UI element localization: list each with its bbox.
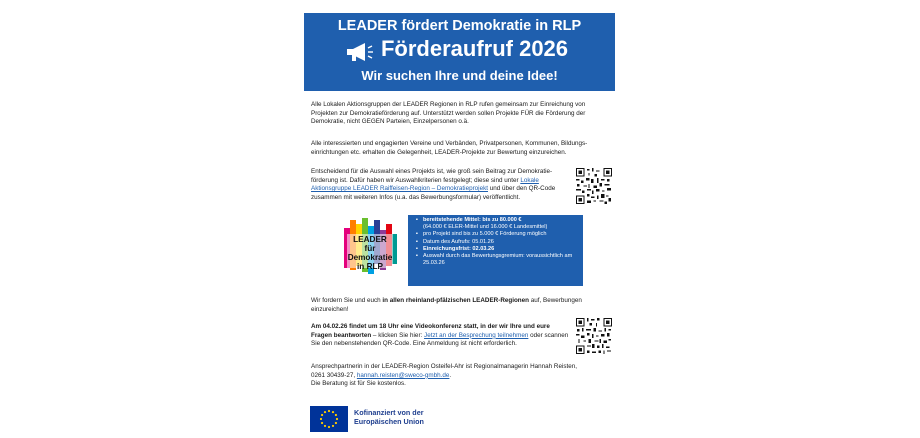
eu-star xyxy=(321,414,323,416)
eu-flag-icon xyxy=(310,406,348,432)
eu-star xyxy=(328,410,330,412)
info-item-funds: ▪ bereitstehende Mittel: bis zu 80.000 € (64.000 € ELER-Mittel und 16.000 € Landesmittel) xyxy=(416,217,548,230)
join-meeting-link[interactable]: Jetzt an der Besprechung teilnehmen xyxy=(424,331,529,339)
contact-paragraph xyxy=(311,363,611,389)
eu-star xyxy=(328,426,330,428)
leader-demokratie-logo xyxy=(341,214,399,280)
eu-star xyxy=(332,411,334,413)
logo-text-in-rlp: in RLP xyxy=(357,262,383,271)
intro-paragraph-3: Entscheidend für die Auswahl eines Projekts ist, wie groß sein Beitrag zur Demokratie-förderung ist. Dafür haben wir Auswahlkriterien festgelegt; diese sind unter Lokale Aktionsgruppe LEADER Raiffeisen-Region – Demokratieprojekt und über den QR-Code zusammen mit weiteren Infos (u.a. das Bewerbungsformular) veröffentlicht. xyxy=(311,168,556,202)
logo-text-leader: LEADER xyxy=(353,235,387,244)
eu-star xyxy=(324,411,326,413)
banner-title: LEADER fördert Demokratie in RLP xyxy=(337,18,582,34)
logo-text-fuer: für xyxy=(364,244,376,253)
info-item-date: ▪ Datum des Aufrufs: 05.01.26 xyxy=(416,238,494,245)
qr-code-icon[interactable] xyxy=(576,168,612,204)
info-item-selection: ▪ Auswahl durch das Bewertungsgremium: voraussichtlich am 25.03.26 xyxy=(416,253,573,267)
eu-line-1: Kofinanziert von der xyxy=(354,408,424,417)
eu-star xyxy=(335,422,337,424)
contact-line-1: Ansprechpartnerin in der LEADER-Region Osteifel-Ahr ist Regionalmanagerin Hannah Reisten, xyxy=(311,363,578,370)
eu-star xyxy=(332,425,334,427)
contact-line-3: Die Beratung ist für Sie kostenlos. xyxy=(311,380,406,388)
banner-subtitle: Wir suchen Ihre und deine Idee! xyxy=(361,68,558,83)
flyer-page xyxy=(298,0,620,438)
intro-paragraph-2: Alle interessierten und engagierten Vereine und Verbänden, Privatpersonen, Kommunen, Bildungs-einrichtungen etc. erhalten die Gelegenheit, LEADER-Projekte zur Bewertung einzureichen. xyxy=(311,140,588,156)
eu-line-2: Europäischen Union xyxy=(354,416,424,426)
videoconference-paragraph: Am 04.02.26 findet um 18 Uhr eine Videokonferenz statt, in der wir Ihre und eure Fragen beantworten – klicken Sie hier: Jetzt an der Besprechung teilnehmen oder scannen Sie den nebenstehenden QR-Code. Eine Anmeldung ist nicht erforderlich. xyxy=(311,323,569,348)
header-banner xyxy=(304,13,615,91)
eu-star xyxy=(324,425,326,427)
qr-code-icon[interactable] xyxy=(576,318,612,354)
funding-info-box xyxy=(408,215,583,286)
info-item-deadline: ▪ Einreichungsfrist: 02.03.26 xyxy=(416,245,495,252)
eu-star xyxy=(335,414,337,416)
eu-star xyxy=(320,418,322,420)
call-paragraph: Wir fordern Sie und euch in allen rheinland-pfälzischen LEADER-Regionen auf, Bewerbungen einzureichen! xyxy=(311,297,582,313)
logo-text-demokratie: Demokratie xyxy=(347,253,393,262)
criteria-link[interactable]: Lokale Aktionsgruppe LEADER Raiffeisen-Region – Demokratieprojekt xyxy=(311,176,539,193)
contact-email-link[interactable]: hannah.reisten@sweco-gmbh.de xyxy=(356,371,450,379)
eu-cofinancing-label xyxy=(354,409,424,426)
info-item-per-project: ▪ pro Projekt sind bis zu 5.000 € Förderung möglich xyxy=(416,231,547,238)
contact-line-2: 0261 30439-27, hannah.reisten@sweco-gmbh.de. xyxy=(311,371,452,379)
eu-star xyxy=(336,418,338,420)
banner-headline: Förderaufruf 2026 xyxy=(380,36,569,61)
intro-paragraph-1: Alle Lokalen Aktionsgruppen der LEADER Regionen in RLP rufen gemeinsam zur Einreichung von Projekten zur Demokratieförderung auf. Unterstützt werden sollen Projekte FÜR die Förderung der Demokratie, nicht GEGEN Parteien, Einzelpersonen o.ä. xyxy=(311,101,586,126)
eu-star xyxy=(321,422,323,424)
